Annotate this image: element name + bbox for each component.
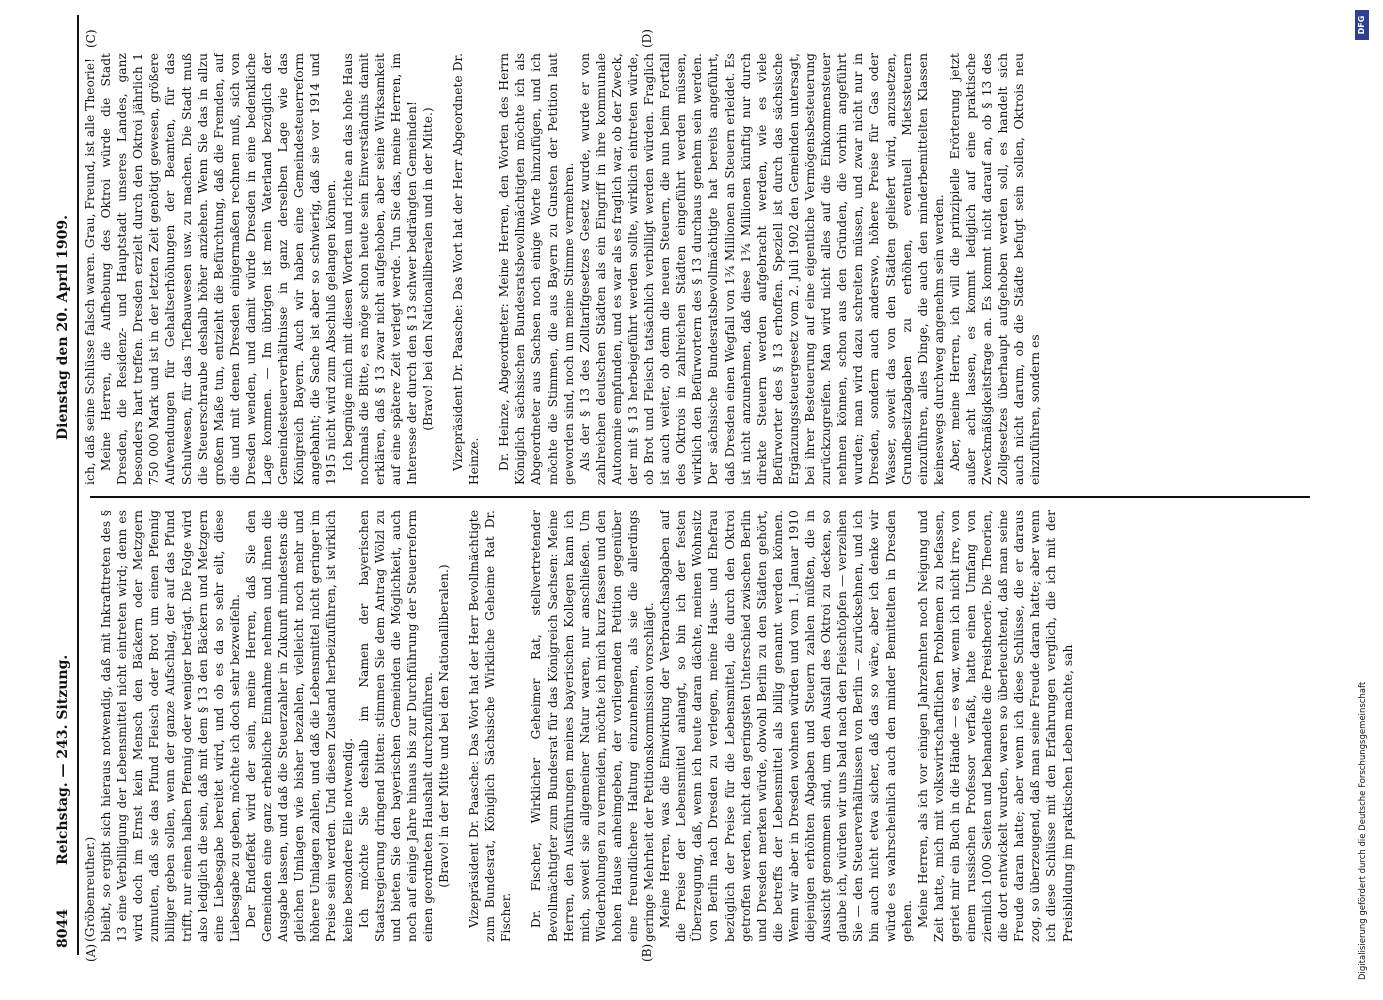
spacer bbox=[482, 53, 496, 485]
margin-marker-c: (C) bbox=[84, 29, 98, 48]
paragraph: Meine Herren, die Aufhebung des Oktroi würde die Stadt Dresden, die Residenz- und Hauptstadt unseres Landes, ganz besonders hart treffen. Dresden erzielt durch den Oktroi jährlich 1 750 000 Mark und ist in der letzten Zeit genötigt gewesen, größere Aufwendungen für Gehaltserhöhungen der Beamten, für das Schulwesen, für das Tiefbauwesen usw. zu machen. Die Stadt muß die Steuerschraube deshalb höher anziehen. Wenn Sie das in allzu großem Maße tun, entzieht die Befürchtung, daß die Fremden, auf die und mit denen Dresden einigermaßen rechnen muß, sich von Dresden wenden, und damit würde Dresden in eine bedenkliche Lage kommen. — Im übrigen ist mein Vaterland bezüglich der Gemeindesteuerverhältnisse in ganz derselben Lage wie das Königreich Bayern. Auch wir haben eine Gemeindesteuerreform angebahnt; die Sache ist aber so schwierig, daß sie vor 1914 und 1915 nicht wird zum Abschluß gelangen können. bbox=[99, 53, 339, 485]
paragraph: Der Endeffekt wird der sein, meine Herren, daß Sie den Gemeinden eine ganz erhebliche Einnahme nehmen und ihnen die Ausgabe lassen, und daß die Steuerzahler in Zukunft mindestens die gleichen Umlagen wie bisher bezahlen, vielleicht noch mehr und höhere Umlagen zahlen, und daß die Lebensmittel nicht geringer im Preise sein werden. Und diesen Zustand herbeizuführen, ist wirklich keine besondere Eile notwendig. bbox=[243, 510, 355, 942]
applause-note: (Bravo! in der Mitte und bei den Nationalliberalen.) bbox=[437, 564, 452, 888]
margin-marker-a: (A) bbox=[84, 943, 98, 962]
spacer bbox=[452, 510, 466, 942]
paragraph: bleibt, so ergibt sich hieraus notwendig, daß mit Inkrafttreten des § 13 eine Verbilligung der Lebensmittel nicht eintreten wird; denn es wird doch im Ernst kein Mensch den Bäckern oder Metzgern zumuten, daß sie das Pfund Fleisch oder Brot um einen Pfennig billiger geben sollen, wenn der ganze Aufschlag, der auf das Pfund trifft, nur einen halben Pfennig oder weniger beträgt. Die Folge wird also lediglich die sein, daß mit dem § 13 den Bäckern und Metzgern eine Liebesgabe bereitet wird, und ob es da so sehr eilt, diese Liebesgabe zu geben, möchte ich doch sehr bezweifeln. bbox=[99, 510, 242, 942]
right-column bbox=[82, 53, 1322, 485]
funding-credit: Digitalisierung gefördert durch die Deutsche Forschungsgemeinschaft bbox=[1358, 681, 1368, 980]
presidency-announcement: Vizepräsident Dr. Paasche: Das Wort hat der Herr Bevollmächtigte zum Bundesrat, Königlich Sächsische Wirkliche Geheime Rat Dr. Fischer. bbox=[467, 510, 514, 942]
margin-marker-b: (B) bbox=[640, 943, 654, 962]
paragraph: Als der § 13 des Zolltarifgesetzes Gesetz wurde, wurde er von zahlreichen deutschen Städten als ein Eingriff in ihre kommunale Autonomie empfunden, und es war als es fraglich war, ob der Zweck, der mit § 13 herbeigeführt werden sollte, wirklich eintreten würde, ob Brot und Fleisch tatsächlich verbilligt werden würden. Fraglich ist auch weiter, ob denn die neuen Steuern, die nun beim Fortfall des Oktrois in zahlreichen Städten eingeführt werden müssen, wirklich den Befürwortern des § 13 durchaus genehm sein werden. Der sächsische Bundesratsbevollmächtigte hat bereits angeführt, daß Dresden einen Wegfall von 1¾ Millionen an Steuern erleidet. Es ist nicht anzunehmen, daß diese 1¾ Millionen künftig nur durch direkte Steuern werden aufgebracht werden, wie es viele Befürworter des § 13 erhoffen. Speziell ist durch das sächsische Ergänzungssteuergesetz vom 2. Juli 1902 den Gemeinden untersagt, bei ihrer Besteuerung auf eine eigentliche Vermögensbesteuerung zurückzugreifen. Man wird nicht alles auf die Einkommensteuer nehmen können, schon aus den Gründen, die vorhin angeführt wurden; man wird dazu schreiten müssen, und zwar nicht nur in Dresden, sondern auch anderswo, höhere Preise für Gas oder Wasser, soweit das von den Städten geliefert wird, anzusetzen, Grundbesitzabgaben zu erhöhen, eventuell Mietssteuern einzuführen, alles Dinge, die auch den minderbemittelten Klassen keineswegs durchweg angenehm sein werden. bbox=[577, 53, 946, 485]
speech-paragraph: Dr. Fischer, Wirklicher Geheimer Rat, stellvertretender Bevollmächtigter zum Bundesrat für das Königreich Sachsen: Meine Herren, den Ausführungen meines bayerischen Kollegen kann ich mich, soweit sie allgemeiner Natur waren, nur anschließen. Um Wiederholungen zu vermeiden, möchte ich mich kurz fassen und den hohen Hause anheimgeben, der vorliegenden Petition gegenüber eine freundlichere Haltung einzunehmen, als sie die allerdings geringe Mehrheit der Petitionskommission vorschlägt. bbox=[529, 510, 657, 942]
spacer bbox=[514, 510, 528, 942]
page-header bbox=[55, 15, 73, 960]
page-number: 8044 bbox=[55, 909, 71, 948]
paragraph: ich, daß seine Schlüsse falsch waren. Grau, Freund, ist alle Theorie! bbox=[83, 58, 97, 485]
speech-paragraph: Dr. Heinze, Abgeordneter: Meine Herren, den Worten des Herrn Königlich sächsischen Bundesratsbevollmächtigten möchte ich als Abgeordneter aus Sachsen noch einige Worte hinzufügen, und ich möchte die Stimmen, die aus Bayern zu Gunsten der Petition laut geworden sind, noch um meine Stimme vermehren. bbox=[497, 53, 576, 485]
session-title: Reichstag. — 243. Sitzung. bbox=[55, 654, 71, 865]
paragraph: Ich möchte Sie deshalb im Namen der bayerischen Staatsregierung dringend bitten: stimmen Sie dem Antrag Wölzl zu und bieten Sie den bayerischen Gemeinden die Möglichkeit, auch noch auf einige Jahre hinaus bis zur Durchführung der Steuerreform einen geordneten Haushalt durchzuführen. bbox=[356, 510, 435, 942]
paragraph: Meine Herren, was die Einwirkung der Verbrauchsabgaben auf die Preise der Lebensmittel anlangt, so bin ich der festen Überzeugung, daß, wenn ich heute daran dächte, meinen Wohnsitz von Berlin nach Dresden zu verlegen, meine Haus- und Ehefrau bezüglich der Preise für die Lebensmittel, die durch den Oktroi getroffen werden, nicht den geringsten Unterschied zwischen Berlin und Dresden merken würde, obwohl Berlin zu den Städten gehört, die betreffs der Lebensmittel als billig genannt werden können. Wenn wir aber in Dresden wohnen würden und vom 1. Januar 1910 diejenigen erhöhten Abgaben und Steuern zahlen müßten, die in Aussicht genommen sind, um den Ausfall des Oktroi zu decken, so glaube ich, würden wir uns bald nach den Fleischtöpfen — verzeihen Sie — den Steuerverhältnissen von Berlin — zurücksehnen, und ich bin auch nicht etwa sicher, daß das so wäre, aber ich denke wir würde es wahrscheinlich auch den minder Bemittelten in Dresden gehen. bbox=[658, 510, 914, 942]
applause-note: (Bravo! bei den Nationalliberalen und in der Mitte.) bbox=[420, 107, 435, 431]
speaker-note: (Gröbenreuther.) bbox=[83, 836, 97, 942]
paragraph: Aber, meine Herren, ich will die prinzipielle Erörterung jetzt außer acht lassen, es kommt lediglich auf eine praktische Zweckmäßigkeitsfrage an. Es kommt nicht darauf an, ob § 13 des Zollgesetzes überhaupt aufgehoben werden soll, es handelt sich auch nicht darum, ob die Städte befugt sein sollen, Oktrois neu einzuführen, sondern es bbox=[947, 53, 1043, 485]
header-rule bbox=[77, 15, 79, 955]
session-date: Dienstag den 20. April 1909. bbox=[55, 215, 71, 440]
dfg-logo: DFG bbox=[1355, 10, 1369, 40]
spacer bbox=[436, 53, 450, 485]
column-divider bbox=[90, 497, 1310, 499]
paragraph: Ich begnüge mich mit diesen Worten und richte an das hohe Haus nochmals die Bitte, es möge schon heute sein Einverständnis damit erklären, daß § 13 zwar nicht aufgehoben, aber seine Wirksamkeit auf eine spätere Zeit verlegt werde. Tun Sie das, meine Herren, im Interesse der durch den § 13 schwer bedrängten Gemeinden! bbox=[340, 53, 419, 485]
digitization-footer bbox=[1352, 0, 1378, 1000]
margin-marker-d: (D) bbox=[640, 29, 654, 48]
paragraph: Meine Herren, als ich vor einigen Jahrzehnten noch Neigung und Zeit hatte, mich mit volkswirtschaftlichen Problemen zu befassen, geriet mir ein Buch in die Hände — es war, wenn ich nicht irre, von einem russischen Professor verfaßt, hatte einen Umfang von ziemlich 1000 Seiten und behandelte die Preistheorie. Die Theorien, die dort entwickelt wurden, waren so überleuchtend, daß man seine Freude daran hatte; aber wenn ich diese Schlüsse, die er daraus zog, so überzeugend, daß man seine Freude daran hatte; aber wenn ich diese Schlüsse mit den Erfahrungen verglich, die ich mit der Preisbildung im praktischen Leben machte, sah bbox=[915, 510, 1075, 942]
left-column bbox=[82, 510, 1322, 942]
presidency-announcement: Vizepräsident Dr. Paasche: Das Wort hat der Herr Abgeordnete Dr. Heinze. bbox=[451, 53, 482, 485]
